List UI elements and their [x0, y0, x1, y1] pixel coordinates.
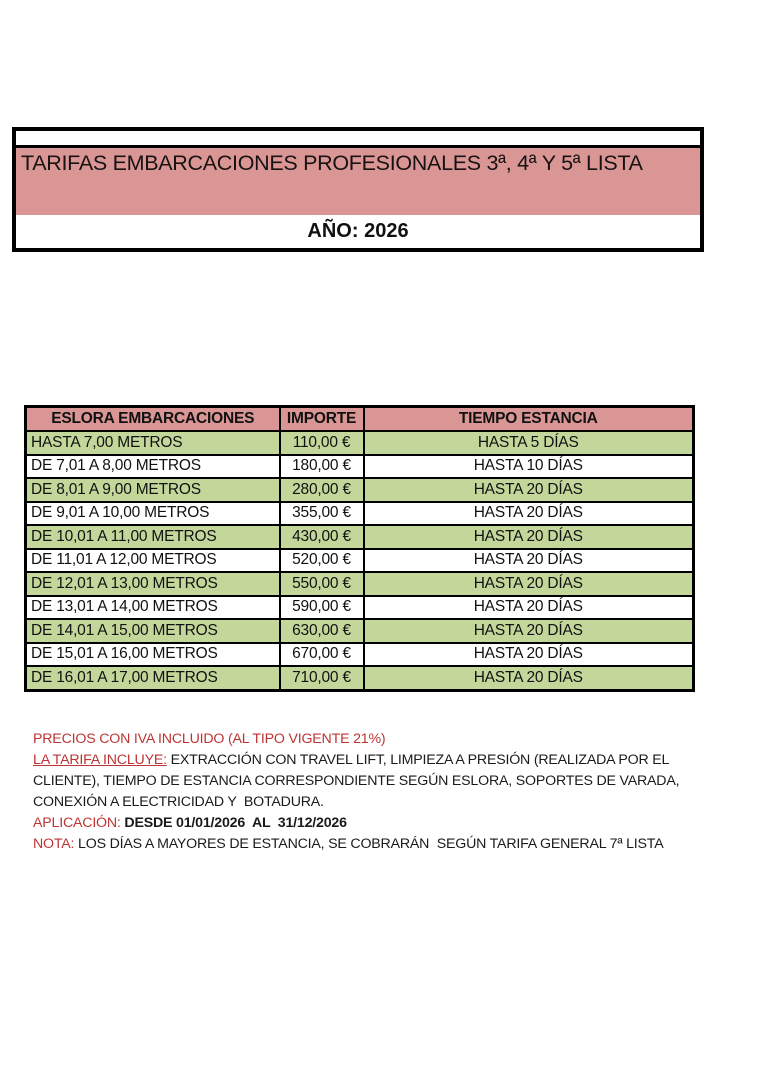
table-row: [26, 572, 694, 596]
note-line: [33, 834, 679, 855]
column-header-tiempo: TIEMPO ESTANCIA: [364, 407, 694, 432]
title-box-top-strip: [16, 131, 700, 148]
cell-eslora: HASTA 7,00 METROS: [26, 431, 280, 455]
note-line: [33, 792, 679, 813]
note-segment: LA TARIFA INCLUYE:: [33, 752, 167, 768]
cell-tiempo: HASTA 20 DÍAS: [364, 502, 694, 526]
note-line: [33, 771, 679, 792]
cell-eslora: DE 9,01 A 10,00 METROS: [26, 502, 280, 526]
cell-eslora: DE 8,01 A 9,00 METROS: [26, 478, 280, 502]
cell-tiempo: HASTA 20 DÍAS: [364, 596, 694, 620]
note-line: [33, 813, 679, 834]
note-segment: CONEXIÓN A ELECTRICIDAD Y BOTADURA.: [33, 794, 324, 810]
table-row: [26, 619, 694, 643]
table-row: [26, 478, 694, 502]
table-row: [26, 549, 694, 573]
note-segment: APLICACIÓN:: [33, 815, 121, 831]
cell-tiempo: HASTA 20 DÍAS: [364, 549, 694, 573]
document-title: TARIFAS EMBARCACIONES PROFESIONALES 3ª, 4ª Y 5ª LISTA: [21, 151, 643, 175]
cell-tiempo: HASTA 20 DÍAS: [364, 478, 694, 502]
cell-eslora: DE 11,01 A 12,00 METROS: [26, 549, 280, 573]
cell-importe: 550,00 €: [280, 572, 364, 596]
note-segment: DESDE 01/01/2026 AL 31/12/2026: [120, 815, 347, 831]
year-label: AÑO: 2026: [307, 220, 409, 242]
notes-section: [33, 729, 679, 855]
table-row: [26, 502, 694, 526]
column-header-eslora: ESLORA EMBARCACIONES: [26, 407, 280, 432]
cell-eslora: DE 15,01 A 16,00 METROS: [26, 643, 280, 667]
cell-importe: 710,00 €: [280, 666, 364, 690]
year-band: [16, 215, 700, 248]
cell-importe: 590,00 €: [280, 596, 364, 620]
table-row: [26, 596, 694, 620]
cell-eslora: DE 14,01 A 15,00 METROS: [26, 619, 280, 643]
note-line: [33, 729, 679, 750]
cell-importe: 280,00 €: [280, 478, 364, 502]
title-band: [16, 148, 700, 215]
cell-tiempo: HASTA 5 DÍAS: [364, 431, 694, 455]
cell-eslora: DE 10,01 A 11,00 METROS: [26, 525, 280, 549]
cell-tiempo: HASTA 20 DÍAS: [364, 572, 694, 596]
cell-importe: 355,00 €: [280, 502, 364, 526]
cell-eslora: DE 16,01 A 17,00 METROS: [26, 666, 280, 690]
cell-importe: 430,00 €: [280, 525, 364, 549]
note-segment: EXTRACCIÓN CON TRAVEL LIFT, LIMPIEZA A PRESIÓN (REALIZADA POR EL: [166, 752, 670, 768]
cell-tiempo: HASTA 10 DÍAS: [364, 455, 694, 479]
cell-importe: 180,00 €: [280, 455, 364, 479]
cell-tiempo: HASTA 20 DÍAS: [364, 525, 694, 549]
cell-tiempo: HASTA 20 DÍAS: [364, 666, 694, 690]
cell-importe: 520,00 €: [280, 549, 364, 573]
cell-tiempo: HASTA 20 DÍAS: [364, 619, 694, 643]
table-row: [26, 455, 694, 479]
note-segment: NOTA:: [33, 836, 75, 852]
cell-importe: 670,00 €: [280, 643, 364, 667]
cell-eslora: DE 7,01 A 8,00 METROS: [26, 455, 280, 479]
note-segment: LOS DÍAS A MAYORES DE ESTANCIA, SE COBRARÁN SEGÚN TARIFA GENERAL 7ª LISTA: [74, 836, 664, 852]
table-row: [26, 643, 694, 667]
table-row: [26, 525, 694, 549]
table-row: [26, 431, 694, 455]
table-header-row: [26, 407, 694, 432]
cell-tiempo: HASTA 20 DÍAS: [364, 643, 694, 667]
cell-importe: 630,00 €: [280, 619, 364, 643]
title-box: [12, 127, 704, 252]
tariff-table: [24, 405, 695, 692]
note-segment: CLIENTE), TIEMPO DE ESTANCIA CORRESPONDIENTE SEGÚN ESLORA, SOPORTES DE VARADA,: [33, 773, 680, 789]
column-header-importe: IMPORTE: [280, 407, 364, 432]
cell-eslora: DE 12,01 A 13,00 METROS: [26, 572, 280, 596]
cell-importe: 110,00 €: [280, 431, 364, 455]
cell-eslora: DE 13,01 A 14,00 METROS: [26, 596, 280, 620]
note-line: [33, 750, 679, 771]
note-segment: PRECIOS CON IVA INCLUIDO (AL TIPO VIGENTE 21%): [33, 731, 386, 747]
table-row: [26, 666, 694, 690]
